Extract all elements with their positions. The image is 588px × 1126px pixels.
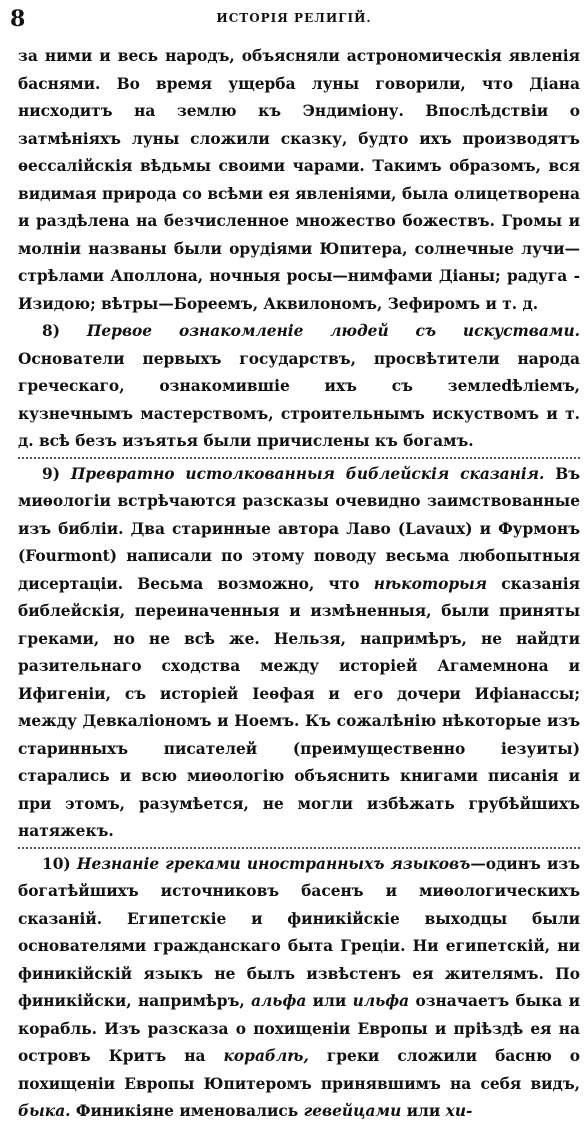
item-number: 9): [42, 464, 60, 483]
paragraph-text: сказанія библейскія, переиначенныя и измѣненныя, были приняты греками, но не всѣ же. Нельзя, напримѣръ, не найдти разительнаго сходства между исторіей Агамемнона и Ифигеніи, съ исторіей Іеѳфая и его дочери Ифіанассы; между Девкаліономъ и Ноемъ. Къ сожалѣнію нѣкоторые изъ старинныхъ писателей (преимущественно іезуиты) старались и всю миѳологію объяснить книгами писанія и при этомъ, разумѣется, не могли избѣжать грубѣйшихъ натяжекъ.: [18, 574, 580, 840]
divider: [18, 847, 580, 849]
emphasis: альфа: [251, 992, 307, 1010]
paragraph-text: Въ миѳологіи встрѣчаются разсказы очевидно заимствованные изъ библіи. Два старинные автора Лаво (Lavaux) и Фурмонъ (Fourmont) написали по этому поводу весьма любопытныя дисертаціи. Весьма возможно, что: [18, 464, 581, 593]
paragraph-text: за ними и весь народъ, объясняли астрономическія явленія баснями. Во время ущерба луны говорили, что Діана нисходитъ на землю къ Эндиміону. Впослѣдствіи о затмѣніяхъ луны сложили сказку, будто ихъ производятъ ѳессалійскія вѣдьмы своими чарами. Такимъ образомъ, вся видимая природа со всѣми ея явленіями, была олицетворена и раздѣлена на безчисленное множество божествъ. Громы и молніи названы были орудіями Юпитера, солнечные лучи—стрѣлами Аполлона, ночныя росы—нимфами Діаны; радуга - Изидою; вѣтры—Бореемъ, Аквилономъ, Зефиромъ и т. д.: [18, 47, 580, 313]
paragraph-text: или: [406, 1102, 441, 1120]
emphasis: гевейцами: [303, 1102, 402, 1120]
page-number: 8: [10, 6, 26, 32]
paragraph-10: [18, 851, 580, 1126]
paragraph-9: [18, 461, 580, 846]
section-heading: Незнаніе греками иностранныхъ языковъ: [76, 854, 471, 873]
emphasis: ильфа: [352, 992, 410, 1010]
body-text: [18, 43, 580, 1126]
emphasis: хи-: [445, 1102, 473, 1120]
item-number: 8): [42, 322, 60, 340]
emphasis: быка.: [18, 1102, 71, 1120]
section-heading: Первое ознакомленіе людей съ искуствами.: [86, 322, 580, 340]
paragraph-text: означаетъ быка и корабль. Изъ разсказа о похищеніи Европы и пріѣздѣ ея на островъ Критъ на: [18, 992, 580, 1065]
paragraph-text: Основатели первыхъ государствъ, просвѣтители народа греческаго, ознакомившіе ихъ съ землedѣліемъ, кузнечнымъ мастерствомъ, строительнымъ искуствомъ и т. д. всѣ безъ изъятья были причислены къ богамъ.: [18, 349, 580, 450]
paragraph-8: [18, 318, 580, 456]
section-heading: Превратно истолкованныя библейскія сказанія.: [70, 464, 545, 483]
running-title: ИСТОРІЯ РЕЛИГІЙ.: [216, 11, 372, 25]
paragraph-text: Финикіяне именовались: [75, 1102, 299, 1120]
divider: [18, 457, 580, 459]
item-number: 10): [42, 854, 71, 873]
paragraph-text: греки сложили басню о похищеніи Европы Юпитеромъ принявшимъ на себя видъ,: [18, 1047, 580, 1093]
paragraph-intro: [18, 43, 580, 318]
emphasis: кораблѣ,: [223, 1047, 309, 1065]
emphasis: нѣкоторыя: [373, 574, 488, 593]
page-header: [0, 6, 588, 34]
paragraph-text: —одинъ изъ богатѣйшихъ источниковъ басенъ и миѳологическихъ сказаній. Египетскіе и финикійскіе выходцы были основателями гражданскаго быта Греціи. Ни египетскій, ни финикійскій языкъ не былъ извѣстенъ ея жителямъ. По финикійски, напримѣръ,: [18, 854, 580, 1010]
paragraph-text: или: [312, 992, 347, 1010]
